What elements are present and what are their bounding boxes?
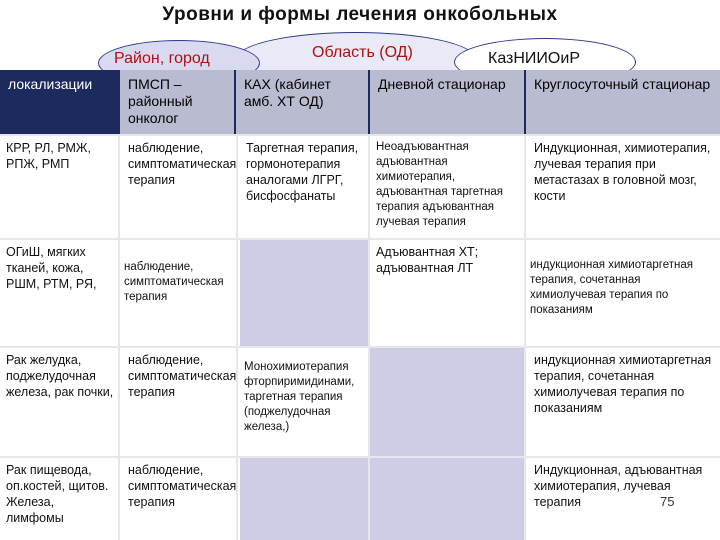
- table-row: [0, 456, 720, 540]
- cell-day-hospital: Неоадъювантная адъювантная химиотерапия, адъювантная таргетная терапия адъювантная лучевая терапия: [376, 141, 503, 228]
- cell-pmsp: наблюдение, симптоматическая терапия: [124, 261, 224, 303]
- cell-round-hospital: Индукционная, химиотерапия, лучевая терапия при метастазах в головной мозг, кости: [534, 141, 711, 203]
- column-divider: [118, 134, 120, 540]
- treatment-table: [0, 70, 720, 540]
- cell-pmsp: наблюдение, симптоматическая терапия: [128, 353, 237, 399]
- page-number: 75: [660, 494, 675, 509]
- cell-day-hospital-empty: [370, 458, 524, 540]
- cell-day-hospital-empty: [370, 348, 524, 456]
- cell-kah-empty: [240, 240, 368, 346]
- cell-localization: Рак пищевода, оп.костей, щитов. Железа, лимфомы: [6, 463, 109, 525]
- cell-pmsp: наблюдение, симптоматическая терапия: [128, 141, 237, 187]
- table-row: [0, 134, 720, 238]
- cell-pmsp: наблюдение, симптоматическая терапия: [128, 463, 237, 509]
- cell-kah: Таргетная терапия, гормонотерапия аналогами ЛГРГ, бисфосфанаты: [246, 141, 359, 203]
- cell-day-hospital: Адъювантная ХТ; адъювантная ЛТ: [376, 245, 479, 275]
- column-divider: [236, 134, 238, 540]
- cell-round-hospital: индукционная химиотаргетная терапия, сочетанная химиолучевая терапия по показаниям: [534, 353, 712, 415]
- table-row: [0, 346, 720, 456]
- header-kah: КАХ (кабинет амб. ХТ ОД): [236, 70, 368, 134]
- cell-localization: Рак желудка, поджелудочная железа, рак почки,: [6, 353, 114, 399]
- cell-localization: ОГиШ, мягких тканей, кожа, РШМ, РТМ, РЯ,: [6, 245, 97, 291]
- cell-round-hospital: индукционная химиотаргетная терапия, сочетанная химиолучевая терапия по показаниям: [530, 259, 693, 316]
- national-label: КазНИИОиР: [488, 50, 580, 67]
- cell-localization: КРР, РЛ, РМЖ, РПЖ, РМП: [6, 141, 91, 171]
- cell-round-hospital: Индукционная, адъювантная химиотерапия, лучевая терапия: [534, 463, 703, 509]
- cell-kah: Монохимиотерапия фторпиримидинами, таргетная терапия (поджелудочная железа,): [244, 361, 355, 433]
- page-title: Уровни и формы лечения онкобольных: [162, 4, 558, 25]
- column-divider: [524, 134, 526, 540]
- table-row: [0, 238, 720, 346]
- header-day-hospital: Дневной стационар: [370, 70, 524, 134]
- column-divider: [368, 134, 370, 540]
- district-label: Район, город: [114, 50, 210, 67]
- cell-kah-empty: [240, 458, 368, 540]
- header-round-hospital: Круглосуточный стационар: [526, 70, 720, 134]
- header-localization: локализации: [0, 70, 118, 134]
- region-label: Область (ОД): [312, 44, 413, 61]
- header-pmsp: ПМСП – районный онколог: [120, 70, 234, 134]
